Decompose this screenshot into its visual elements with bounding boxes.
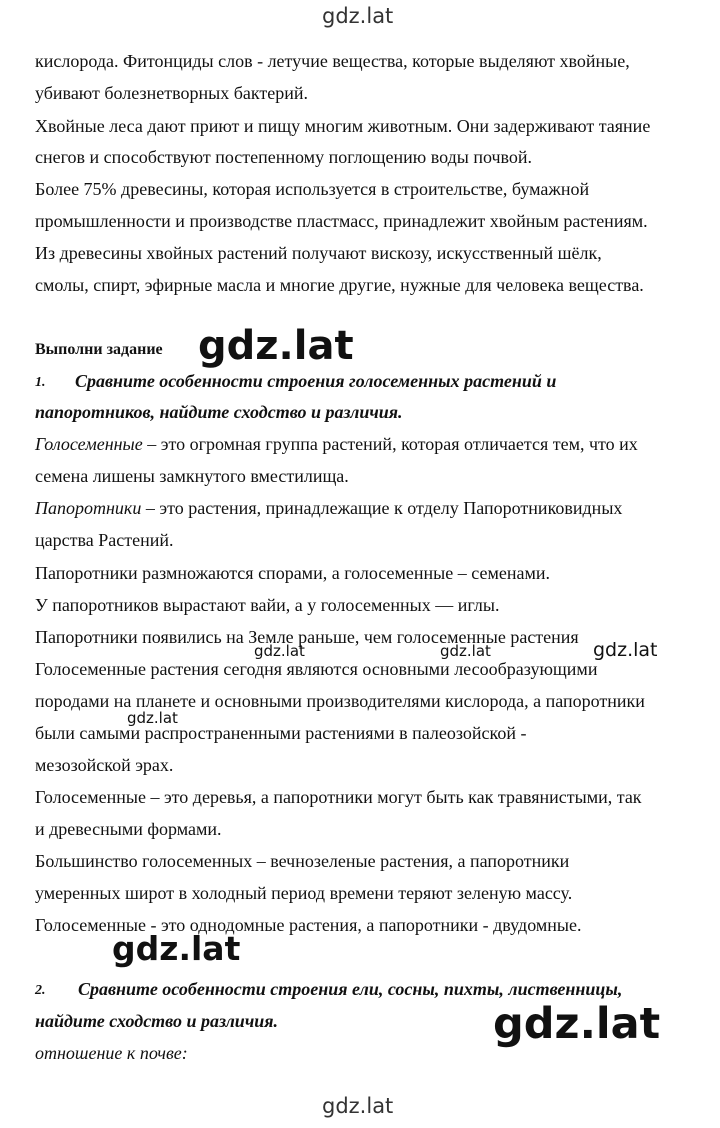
gymno-def: – это огромная группа растений, которая отличается тем, что их xyxy=(142,434,638,454)
task1-title-line1: Сравните особенности строения голосеменных растений и xyxy=(75,371,557,391)
watermark-small: gdz.lat xyxy=(440,642,491,660)
body-line: У папоротников вырастают вайи, а у голосеменных — иглы. xyxy=(35,595,500,615)
intro-line: смолы, спирт, эфирные масла и многие другие, нужные для человека вещества. xyxy=(35,275,644,295)
intro-line: убивают болезнетворных бактерий. xyxy=(35,83,308,103)
body-line: породами на планете и основными производителями кислорода, а папоротники xyxy=(35,691,645,711)
task2-title-line1: Сравните особенности строения ели, сосны, пихты, лиственницы, xyxy=(78,979,623,999)
watermark-large: gdz.lat xyxy=(493,999,661,1049)
body-line: Голосеменные - это однодомные растения, а папоротники - двудомные. xyxy=(35,915,582,935)
task1-number: 1. xyxy=(35,375,46,390)
body-line: Папоротники размножаются спорами, а голосеменные – семенами. xyxy=(35,563,550,583)
watermark-bottom: gdz.lat xyxy=(322,1094,394,1118)
task2-title-line2: найдите сходство и различия. xyxy=(35,1011,279,1031)
watermark-small: gdz.lat xyxy=(127,709,178,727)
fern-def-line2: царства Растений. xyxy=(35,530,174,550)
watermark-large: gdz.lat xyxy=(112,929,241,968)
watermark-top: gdz.lat xyxy=(322,4,394,28)
gymno-definition xyxy=(35,435,638,453)
intro-line: Более 75% древесины, которая используется в строительстве, бумажной xyxy=(35,179,590,199)
intro-line: снегов и способствуют постепенному поглощению воды почвой. xyxy=(35,147,533,167)
body-line: Большинство голосеменных – вечнозеленые растения, а папоротники xyxy=(35,851,570,871)
body-line: были самыми распространенными растениями в палеозойской - xyxy=(35,723,527,743)
fern-def: – это растения, принадлежащие к отделу Папоротниковидных xyxy=(141,498,623,518)
watermark-large: gdz.lat xyxy=(198,323,354,369)
fern-definition xyxy=(35,499,622,517)
body-line: умеренных широт в холодный период времени теряют зеленую массу. xyxy=(35,883,573,903)
body-line: мезозойской эрах. xyxy=(35,755,174,775)
task2-number: 2. xyxy=(35,983,46,998)
intro-line: Хвойные леса дают приют и пищу многим животным. Они задерживают таяние xyxy=(35,116,651,136)
gymno-term: Голосеменные xyxy=(35,434,143,454)
task2-subhead: отношение к почве: xyxy=(35,1043,188,1063)
section-heading: Выполни задание xyxy=(35,341,163,358)
fern-term: Папоротники xyxy=(35,498,142,518)
body-line: и древесными формами. xyxy=(35,819,222,839)
body-line: Папоротники появились на Земле раньше, чем голосеменные растения xyxy=(35,627,579,647)
intro-line: кислорода. Фитонциды слов - летучие вещества, которые выделяют хвойные, xyxy=(35,51,630,71)
intro-line: Из древесины хвойных растений получают вискозу, искусственный шёлк, xyxy=(35,243,602,263)
intro-line: промышленности и производстве пластмасс, принадлежит хвойным растениям. xyxy=(35,211,648,231)
gymno-def-line2: семена лишены замкнутого вместилища. xyxy=(35,466,349,486)
watermark-small: gdz.lat xyxy=(254,642,305,660)
body-line: Голосеменные – это деревья, а папоротники могут быть как травянистыми, так xyxy=(35,787,642,807)
body-line: Голосеменные растения сегодня являются основными лесообразующими xyxy=(35,659,598,679)
watermark-small: gdz.lat xyxy=(593,639,658,661)
task1-title-line2: папоротников, найдите сходство и различия. xyxy=(35,402,403,422)
